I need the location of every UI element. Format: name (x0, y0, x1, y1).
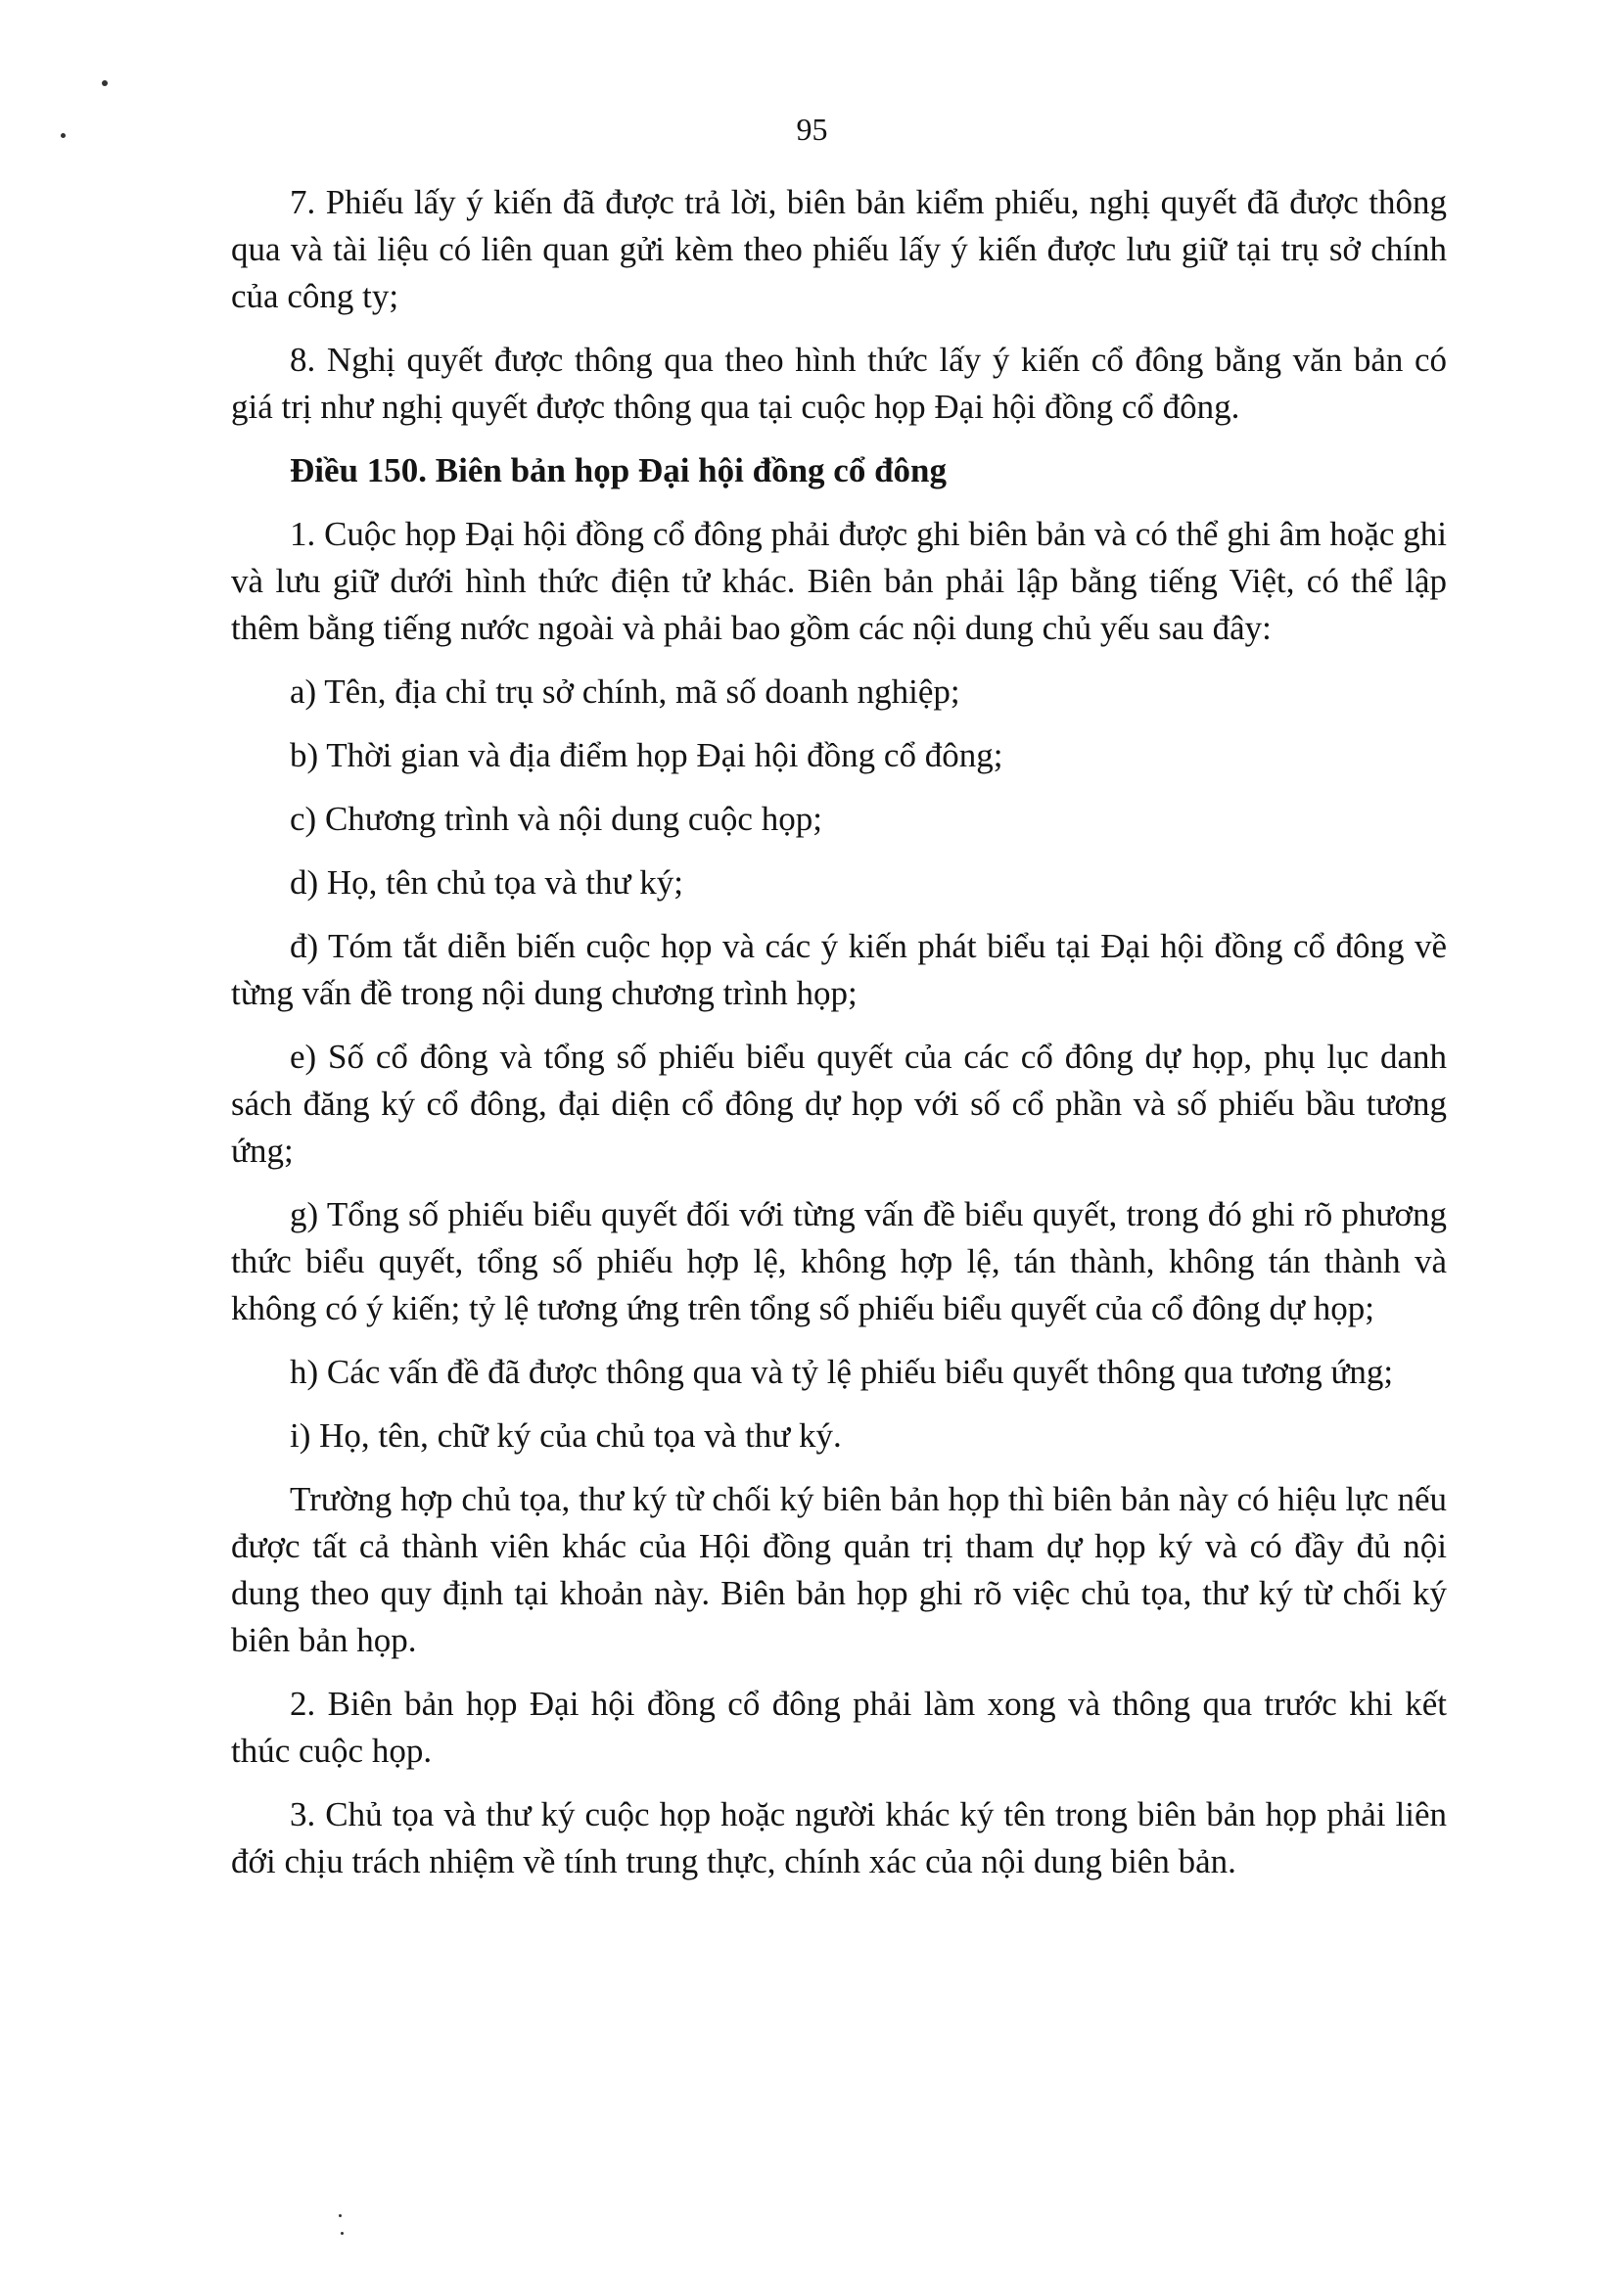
paragraph-8: 8. Nghị quyết được thông qua theo hình thức lấy ý kiến cổ đông bằng văn bản có giá trị như nghị quyết được thông qua tại cuộc họp Đại hội đồng cổ đông. (231, 341, 1447, 426)
clause-3: 3. Chủ tọa và thư ký cuộc họp hoặc người khác ký tên trong biên bản họp phải liên đới chịu trách nhiệm về tính trung thực, chính xác của nội dung biên bản. (231, 1795, 1447, 1880)
clause-1-item-d: d) Họ, tên chủ tọa và thư ký; (290, 863, 683, 902)
scan-speck (102, 80, 108, 86)
clause-1-item-b: b) Thời gian và địa điểm họp Đại hội đồng cổ đông; (290, 736, 1003, 774)
scan-speck (341, 2232, 344, 2235)
clause-1-item-i: i) Họ, tên, chữ ký của chủ tọa và thư ký. (290, 1416, 842, 1455)
scan-speck (339, 2214, 342, 2217)
clause-1-item-a: a) Tên, địa chỉ trụ sở chính, mã số doanh nghiệp; (290, 672, 960, 711)
clause-1-intro: 1. Cuộc họp Đại hội đồng cổ đông phải được ghi biên bản và có thể ghi âm hoặc ghi và lưu giữ dưới hình thức điện tử khác. Biên bản phải lập bằng tiếng Việt, có thể lập thêm bằng tiếng nước ngoài và phải bao gồm các nội dung chủ yếu sau đây: (231, 515, 1447, 647)
body-text (231, 179, 1447, 1902)
clause-1-note: Trường hợp chủ tọa, thư ký từ chối ký biên bản họp thì biên bản này có hiệu lực nếu được tất cả thành viên khác của Hội đồng quản trị tham dự họp ký và có đầy đủ nội dung theo quy định tại khoản này. Biên bản họp ghi rõ việc chủ tọa, thư ký từ chối ký biên bản họp. (231, 1480, 1447, 1659)
page-number: 95 (796, 112, 828, 147)
clause-1-item-c: c) Chương trình và nội dung cuộc họp; (290, 800, 822, 838)
clause-1-item-e: e) Số cổ đông và tổng số phiếu biểu quyết của các cổ đông dự họp, phụ lục danh sách đăng ký cổ đông, đại diện cổ đông dự họp với số cổ phần và số phiếu bầu tương ứng; (231, 1038, 1447, 1170)
clause-1-item-g: g) Tổng số phiếu biểu quyết đối với từng vấn đề biểu quyết, trong đó ghi rõ phương thức biểu quyết, tổng số phiếu hợp lệ, không hợp lệ, tán thành, không tán thành và không có ý kiến; tỷ lệ tương ứng trên tổng số phiếu biểu quyết của cổ đông dự họp; (231, 1195, 1447, 1327)
clause-1-item-h: h) Các vấn đề đã được thông qua và tỷ lệ phiếu biểu quyết thông qua tương ứng; (290, 1353, 1394, 1391)
article-heading: Điều 150. Biên bản họp Đại hội đồng cổ đông (290, 451, 948, 489)
clause-1-item-dd: đ) Tóm tắt diễn biến cuộc họp và các ý kiến phát biểu tại Đại hội đồng cổ đông về từng vấn đề trong nội dung chương trình họp; (231, 927, 1447, 1012)
paragraph-7: 7. Phiếu lấy ý kiến đã được trả lời, biên bản kiểm phiếu, nghị quyết đã được thông qua và tài liệu có liên quan gửi kèm theo phiếu lấy ý kiến được lưu giữ tại trụ sở chính của công ty; (231, 183, 1447, 315)
clause-2: 2. Biên bản họp Đại hội đồng cổ đông phải làm xong và thông qua trước khi kết thúc cuộc họp. (231, 1685, 1447, 1770)
